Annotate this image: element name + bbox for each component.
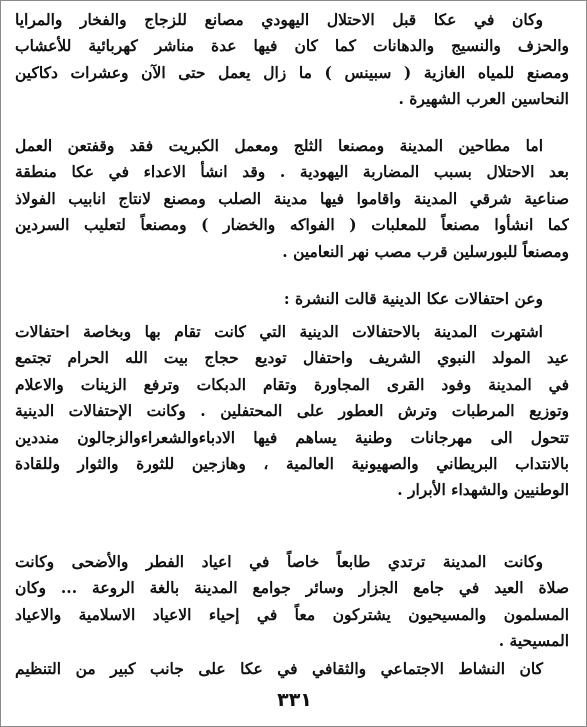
text-line: كما انشأوا مصنعاً للمعلبات ( الفواكه والخضار ) ومصنعاً لتعليب السردين — [15, 215, 569, 235]
paragraph-3 — [15, 286, 569, 312]
text-line: عيد المولد النبوي الشريف واحتفال توديع حجاج بيت الله الحرام تجتمع — [15, 348, 569, 368]
text-line: اشتهرت المدينة بالاحتفالات الدينية التي كانت تقام بها وبخاصة احتفالات — [15, 322, 543, 341]
text-line: صناعية شرقي المدينة واقاموا فيها مدينة الصلب ومصنع لانتاج انابيب الفولاذ — [15, 188, 569, 208]
text-line: المسيحية . — [498, 631, 569, 651]
text-line: بعد الاحتلال بسبب المضاربة اليهودية . وقد انشأ الاعداء في عكا منطقة — [15, 162, 569, 182]
text-line: الوطنيين والشهداء الأبرار . — [397, 480, 569, 500]
text-line: ومصنعاً للبورسلين قرب مصب نهر النعامين . — [282, 241, 569, 261]
text-line: صلاة العيد في جامع الجزار وسائر جوامع المدينة بالغة الروعة ... وكان — [15, 578, 569, 598]
text-line: ومصنع للمياه الغازية ( سبينس ) ما زال يعمل حتى الآن وعشرات دكاكين — [15, 62, 569, 82]
text-line: في المدينة وفود القرى المجاورة وتقام الدبكات وترفع الزينات والاعلام — [15, 374, 569, 394]
page-number: ٣٣١ — [277, 689, 312, 711]
paragraph-1 — [15, 7, 569, 113]
text-line: وتوزيع المرطبات وترش العطور على المحتفلين . وكانت الإحتفالات الدينية — [15, 401, 569, 421]
paragraph-2 — [15, 133, 569, 265]
paragraph-4 — [15, 319, 569, 504]
text-line: تتحول الى مهرجانات وطنية يساهم فيها الادباءوالشعراءوالزجالون منددين — [15, 427, 569, 447]
text-line: وكان في عكا قبل الاحتلال اليهودي مصانع للزجاج والفخار والمرايا — [15, 10, 543, 29]
text-line: اما مطاحين المدينة ومصنعا الثلج ومعمل الكبريت فقد وقفتعن العمل — [15, 136, 543, 155]
text-line: النحاسين العرب الشهيرة . — [398, 89, 569, 109]
paragraph-5 — [15, 549, 569, 655]
text-line: وعن احتفالات عكا الدينية قالت النشرة : — [283, 289, 543, 308]
paragraph-6 — [15, 656, 569, 682]
text-line: المسلمون والمسيحيون يشتركون معاً في إحياء الاعياد الاسلامية والاعياد — [15, 604, 569, 624]
text-line: كان النشاط الاجتماعي والثقافي في عكا على جانب كبير من التنظيم — [15, 659, 543, 678]
text-line: وكانت المدينة ترتدي طابعاً خاصاً في اعياد الفطر والأضحى وكانت — [15, 552, 543, 571]
text-line: والحزف والنسيج والدهانات كما كان فيها عدة مناشر كهربائية للأعشاب — [15, 36, 569, 56]
text-line: بالانتداب البريطاني والصهيونية العالمية ، وهازجين للثورة والثوار وللقادة — [15, 453, 569, 473]
